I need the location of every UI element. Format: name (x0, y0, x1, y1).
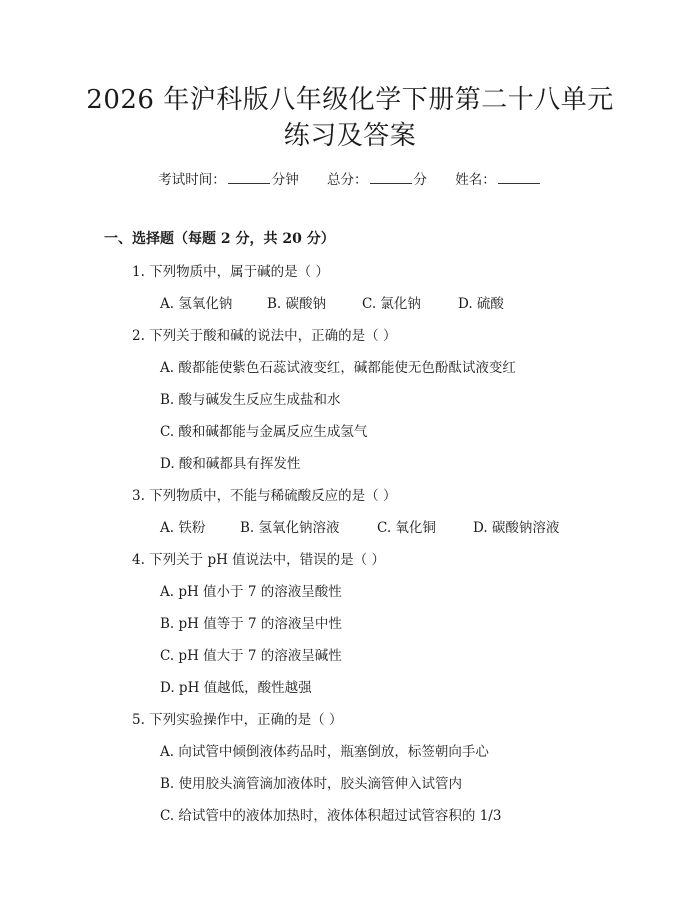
document-title-line1: 2026 年沪科版八年级化学下册第二十八单元 (86, 85, 614, 115)
question-stem: 4. 下列关于 pH 值说法中，错误的是（ ） (132, 552, 385, 568)
total-score-unit: 分 (413, 172, 427, 188)
question-option: B. 氢氧化钠溶液 (240, 520, 340, 536)
exam-time-field (158, 168, 299, 188)
question-stem: 5. 下列实验操作中，正确的是（ ） (132, 712, 343, 728)
question-option: C. 酸和碱都能与金属反应生成氢气 (160, 424, 368, 440)
question-option: C. 氯化钠 (362, 296, 421, 312)
question-option: D. 碳酸钠溶液 (473, 520, 560, 536)
question-option: B. 碳酸钠 (267, 296, 327, 312)
question-option: A. 酸都能使紫色石蕊试液变红，碱都能使无色酚酞试液变红 (160, 360, 516, 376)
question-option: D. 酸和碱都具有挥发性 (160, 456, 301, 472)
question-option: D. pH 值越低，酸性越强 (160, 680, 312, 696)
section-title-multiple-choice: 一、选择题（每题 2 分，共 20 分） (104, 231, 335, 247)
exam-time-unit: 分钟 (271, 172, 299, 188)
exam-info-row (0, 168, 700, 188)
student-name-blank (498, 171, 540, 184)
question-option: A. 氢氧化钠 (160, 296, 233, 312)
total-score-label: 总分： (327, 172, 368, 188)
exam-time-blank (228, 171, 270, 184)
exam-time-label: 考试时间： (158, 172, 226, 188)
question-stem: 1. 下列物质中，属于碱的是（ ） (132, 264, 329, 280)
total-score-field (327, 168, 427, 188)
question-stem: 3. 下列物质中，不能与稀硫酸反应的是（ ） (132, 488, 397, 504)
question-option: A. pH 值小于 7 的溶液呈酸性 (160, 584, 342, 600)
question-option: C. 给试管中的液体加热时，液体体积超过试管容积的 1/3 (160, 808, 502, 824)
question-option: B. pH 值等于 7 的溶液呈中性 (160, 616, 342, 632)
question-option: C. 氧化铜 (377, 520, 436, 536)
student-name-field (455, 168, 542, 188)
question-option: C. pH 值大于 7 的溶液呈碱性 (160, 648, 342, 664)
question-stem: 2. 下列关于酸和碱的说法中，正确的是（ ） (132, 328, 397, 344)
question-option: A. 铁粉 (160, 520, 206, 536)
student-name-label: 姓名： (455, 172, 496, 188)
question-option: B. 酸与碱发生反应生成盐和水 (160, 392, 341, 408)
document-title-line2: 练习及答案 (283, 121, 417, 151)
question-option: D. 硫酸 (458, 296, 504, 312)
total-score-blank (370, 171, 412, 184)
question-option: B. 使用胶头滴管滴加液体时，胶头滴管伸入试管内 (160, 776, 463, 792)
question-option: A. 向试管中倾倒液体药品时，瓶塞倒放，标签朝向手心 (160, 744, 489, 760)
